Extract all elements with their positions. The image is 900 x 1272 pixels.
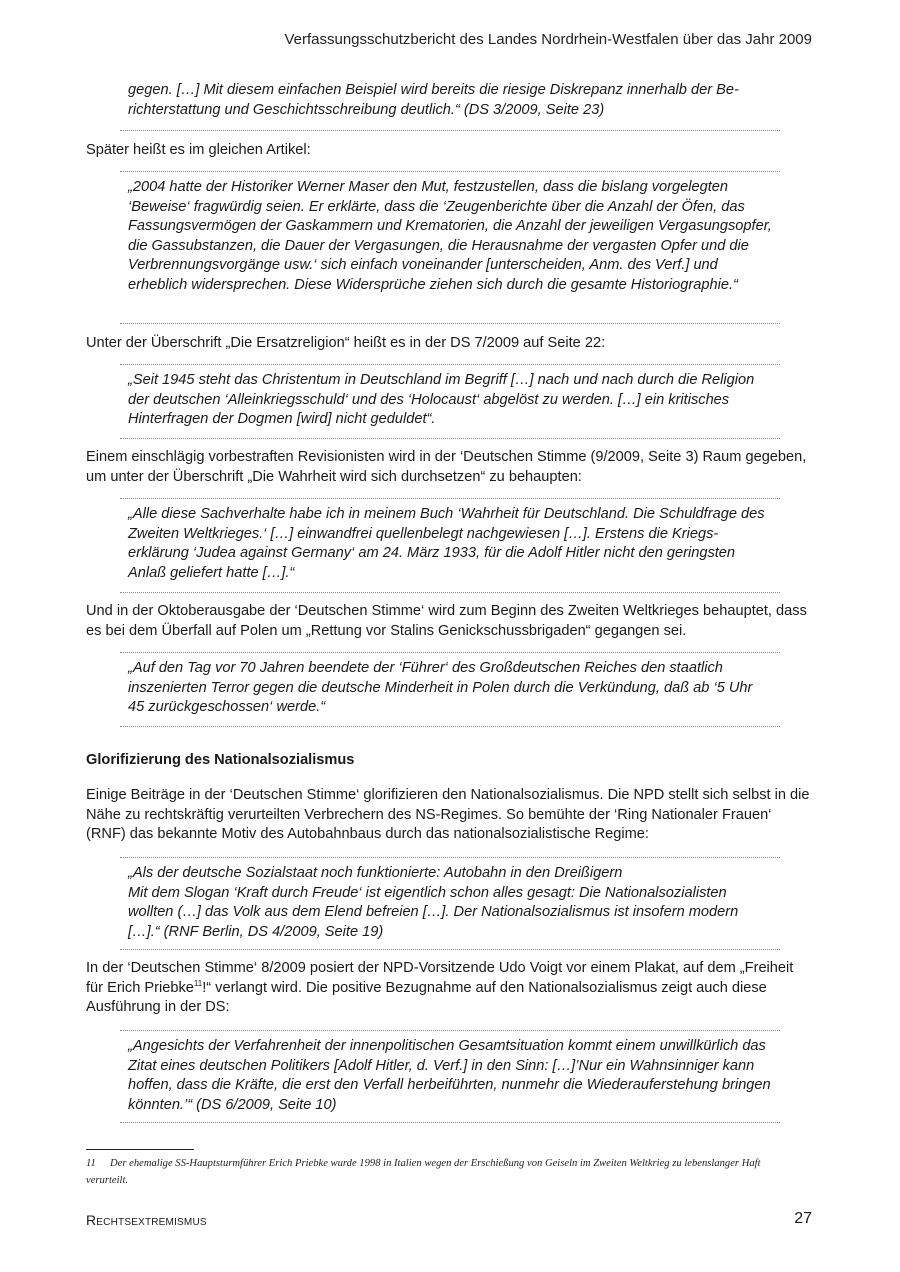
quote-block-3 [120,364,780,439]
quote-block-1 [120,72,780,131]
paragraph-text: !“ verlangt wird. Die positive Bezugnahme auf den Nationalsozialismus zeigt auch diese Ausführung in der DS: [86,979,767,1016]
quote-text: Mit dem Slogan ‘Kraft durch Freude‘ ist eigentlich schon alles gesagt: Die Nationalsozialisten wollten (…] das Volk aus dem Elend befreien […]. Der Nationalsozialismus ist insofern modern […].“ (RNF Berlin, DS 4/2009, Seite 19) [128,884,739,940]
quote-block-6 [120,857,780,950]
footnote-divider [86,1149,194,1150]
footer-section-title: Rechtsextremismus [86,1212,207,1228]
section-heading: Glorifizierung des Nationalsozialismus [86,752,355,768]
paragraph: Später heißt es im gleichen Artikel: [86,142,311,158]
footnote-number: 11 [86,1158,96,1169]
paragraph: Einem einschlägig vorbestraften Revisionisten wird in der ‘Deutschen Stimme (9/2009, Seite 3) Raum gegeben, um unter der Überschrift „Die Wahrheit wird sich durchsetzen“ zu behaupten: [86,449,807,485]
footnote-text: Der ehemalige SS-Hauptsturmführer Erich Priebke wurde 1998 in Italien wegen der Erschießung von Geiseln im Zweiten Weltkrieg zu lebenslanger Haft verurteilt. [86,1158,761,1186]
paragraph: Unter der Überschrift „Die Ersatzreligion“ heißt es in der DS 7/2009 auf Seite 22: [86,335,606,351]
quote-block-7 [120,1030,780,1123]
quote-block-2 [120,171,780,324]
quote-text: „Angesichts der Verfahrenheit der innenpolitischen Gesamtsituation kommt einem unwillkürlich das Zitat eines deutschen Politikers [Adolf Hitler, d. Verf.] in den Sinn: […]’Nur ein Wahnsinniger kann hoffen, dass die Kräfte, die erst den Verfall herbeiführten, nunmehr die Wiederauferstehung bringen könnten.’“ (DS 6/2009, Seite 10) [128,1038,771,1113]
page-number: 27 [794,1210,812,1227]
paragraph-with-footnote [86,959,810,1018]
paragraph: Und in der Oktoberausgabe der ‘Deutschen Stimme‘ wird zum Beginn des Zweiten Weltkrieges behauptet, dass es bei dem Überfall auf Polen um „Rettung vor Stalins Genickschussbrigaden“ gegangen sei. [86,603,807,639]
paragraph: Einige Beiträge in der ‘Deutschen Stimme‘ glorifizieren den Nationalsozialismus. Die NPD stellt sich selbst in die Nähe zu rechtskräftig verurteilten Verbrechern des NS-Regimes. So bemühte der ‘Ring Nationaler Frauen‘ (RNF) das bekannte Motiv des Autobahnbaus durch das nationalsozialistische Regime: [86,787,810,843]
quote-text: „Auf den Tag vor 70 Jahren beendete der ‘Führer‘ des Großdeutschen Reiches den staatlich inszenierten Terror gegen die deutsche Minderheit in Polen durch die Verkündung, daß ab ‘5 Uhr 45 zurückgeschossen‘ werde.“ [128,660,753,716]
quote-text: „Alle diese Sachverhalte habe ich in meinem Buch ‘Wahrheit für Deutschland. Die Schuldfrage des Zweiten Weltkrieges.‘ […] einwandfrei quellenbelegt nachgewiesen […]. Erstens die Kriegserklärung ‘Judea against Germany‘ am 24. März 1933, für die Adolf Hitler nicht den geringsten Anlaß geliefert hatte […].“ [128,506,765,581]
quote-block-5 [120,652,780,727]
footnote [86,1155,804,1189]
quote-text: „Seit 1945 steht das Christentum in Deutschland im Begriff […] nach und nach durch die Religion der deutschen ‘Alleinkriegsschuld‘ und des ‘Holocaust‘ abgelöst zu werden. […] ein kritisches Hinterfragen der Dogmen [wird] nicht geduldet“. [128,372,755,428]
footnote-reference[interactable]: 11 [193,978,203,988]
quote-text-line: „Als der deutsche Sozialstaat noch funktionierte: Autobahn in den Dreißigern [128,865,623,881]
quote-text: „2004 hatte der Historiker Werner Maser den Mut, festzustellen, dass die bislang vorgelegten ‘Beweise‘ fragwürdig seien. Er erklärte, dass die ‘Zeugenberichte über die Anzahl der Öfen, das Fassungsvermögen der Gaskammern und Krematorien, die Anzahl der jeweiligen Vergasungsopfer, die Gassubstanzen, die Dauer der Vergasungen, die Herausnahme der vergasten Opfer und die Verbrennungsvorgänge usw.‘ sich einfach voneinander [unterscheiden, Anm. des Verf.] und erheblich widersprechen. Diese Widersprüche ziehen sich durch die gesamte Historiographie.“ [128,179,772,293]
quote-text: gegen. […] Mit diesem einfachen Beispiel wird bereits die riesige Diskrepanz innerhalb der Berichterstattung und Geschichtsschreibung deutlich.“ (DS 3/2009, Seite 23) [128,82,739,118]
quote-block-4 [120,498,780,593]
paragraph-text: In der ‘Deutschen Stimme‘ 8/2009 posiert der NPD-Vorsitzende Udo Voigt vor einem Plakat, auf dem „Freiheit für Erich Priebke [86,960,794,996]
page-header: Verfassungsschutzbericht des Landes Nordrhein-Westfalen über das Jahr 2009 [284,31,812,48]
